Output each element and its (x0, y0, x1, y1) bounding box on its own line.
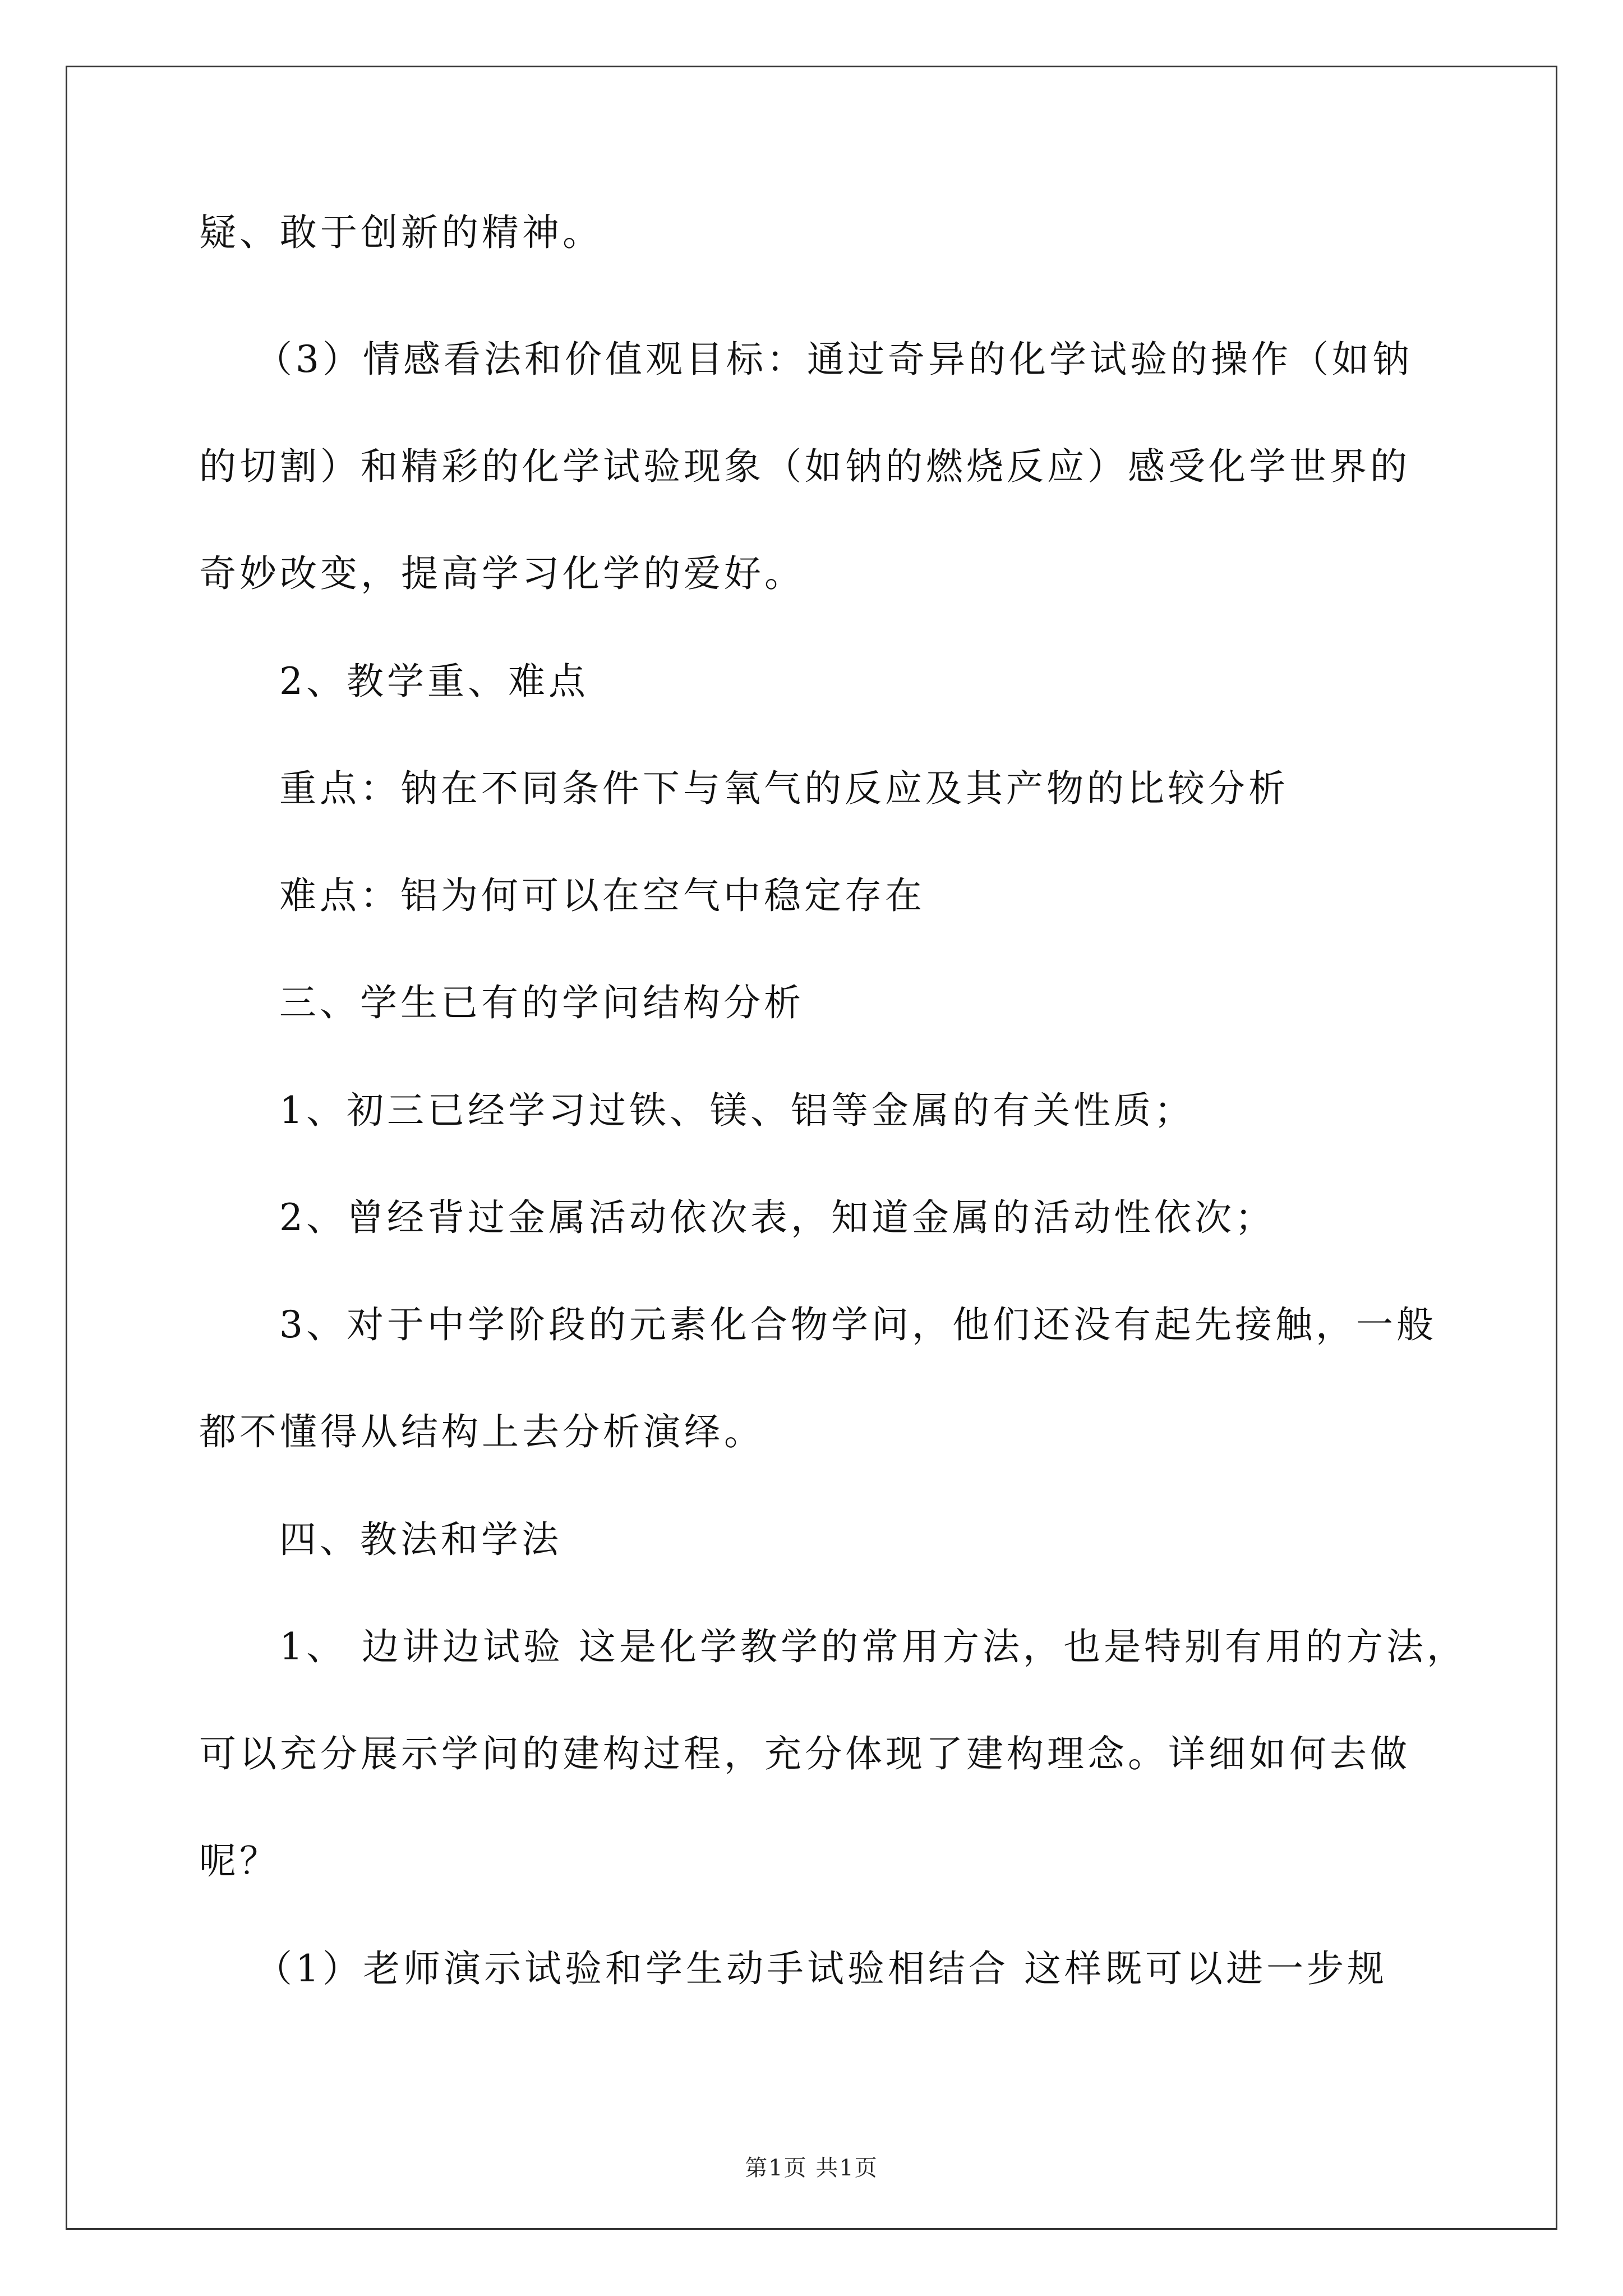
text-line: 奇妙改变，提高学习化学的爱好。 (199, 552, 805, 595)
text-line: 四、教法和学法 (279, 1518, 562, 1561)
text-line: 2、曾经背过金属活动依次表，知道金属的活动性依次； (279, 1196, 1275, 1239)
text-line: 难点：铝为何可以在空气中稳定存在 (279, 874, 925, 917)
text-line: 重点：钠在不同条件下与氧气的反应及其产物的比较分析 (279, 767, 1289, 810)
text-line: 2、教学重、难点 (279, 660, 589, 703)
text-line: 1、初三已经学习过铁、镁、铝等金属的有关性质； (279, 1089, 1195, 1132)
text-line: 的切割）和精彩的化学试验现象（如钠的燃烧反应）感受化学世界的 (199, 445, 1410, 488)
page-footer: 第1页 共1页 (745, 2155, 878, 2181)
text-line: 疑、敢于创新的精神。 (199, 211, 603, 254)
text-line: 都不懂得从结构上去分析演绎。 (199, 1410, 764, 1453)
text-line: 三、学生已有的学问结构分析 (279, 981, 804, 1024)
text-line: （1）老师演示试验和学生动手试验相结合 这样既可以进一步规 (255, 1947, 1387, 1990)
text-line: 呢？ (199, 1839, 280, 1883)
text-line: 3、对于中学阶段的元素化合物学问，他们还没有起先接触，一般 (279, 1303, 1437, 1346)
text-line: 1、 边讲边试验 这是化学教学的常用方法，也是特别有用的方法， (279, 1625, 1467, 1668)
text-line: （3）情感看法和价值观目标：通过奇异的化学试验的操作（如钠 (255, 338, 1413, 381)
text-line: 可以充分展示学问的建构过程，充分体现了建构理念。详细如何去做 (199, 1732, 1410, 1775)
page-border (66, 66, 1557, 2230)
